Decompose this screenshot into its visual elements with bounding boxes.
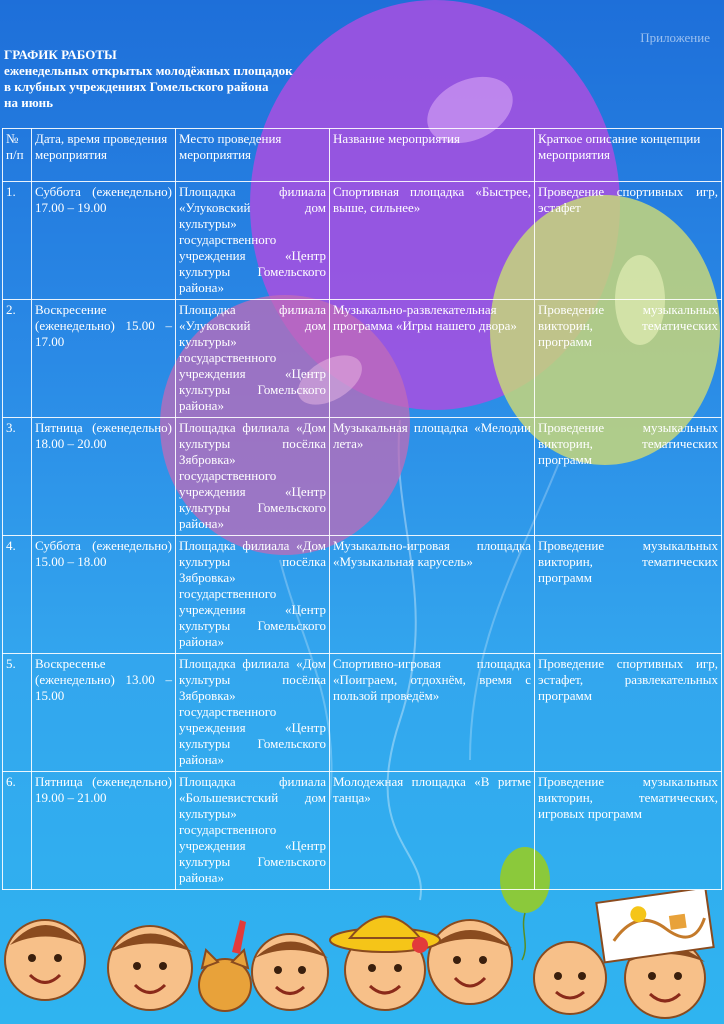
row-place: Площадка филиала «Дом культуры посёлка Зябровка» государственного учреждения «Центр культуры Гомельского района» (176, 654, 330, 772)
row-description: Проведение спортивных игр, эстафет, развлекательных программ (535, 654, 722, 772)
document-subtitle-line-3: на июнь (4, 95, 54, 110)
row-description: Проведение музыкальных викторин, тематических программ (535, 300, 722, 418)
column-header-name: Название мероприятия (330, 129, 535, 182)
row-description: Проведение спортивных игр, эстафет (535, 182, 722, 300)
table-row (3, 772, 722, 890)
table-row (3, 418, 722, 536)
row-number: 6. (3, 772, 32, 890)
document-subtitle-line-1: еженедельных открытых молодёжных площадок (4, 63, 293, 78)
row-date: Пятница (еженедельно) 19.00 – 21.00 (32, 772, 176, 890)
row-number: 5. (3, 654, 32, 772)
row-place: Площадка филиала «Дом культуры посёлка Зябровка» государственного учреждения «Центр культуры Гомельского района» (176, 418, 330, 536)
row-date: Суббота (еженедельно) 17.00 – 19.00 (32, 182, 176, 300)
table-row (3, 536, 722, 654)
column-header-place: Место проведения мероприятия (176, 129, 330, 182)
row-event-name: Спортивно-игровая площадка «Поиграем, отдохнём, время с пользой проведём» (330, 654, 535, 772)
row-date: Воскресенье (еженедельно) 13.00 – 15.00 (32, 654, 176, 772)
row-number: 1. (3, 182, 32, 300)
document-header (4, 47, 293, 111)
row-place: Площадка филиала «Улуковский дом культуры» государственного учреждения «Центр культуры Гомельского района» (176, 182, 330, 300)
document-title: ГРАФИК РАБОТЫ (4, 47, 117, 62)
table-row (3, 182, 722, 300)
row-event-name: Спортивная площадка «Быстрее, выше, сильнее» (330, 182, 535, 300)
table-header-row (3, 129, 722, 182)
column-header-date: Дата, время проведения мероприятия (32, 129, 176, 182)
row-number: 3. (3, 418, 32, 536)
schedule-table (2, 128, 722, 890)
table-row (3, 654, 722, 772)
children-faces-illustration (0, 890, 724, 1024)
row-event-name: Музыкально-развлекательная программа «Игры нашего двора» (330, 300, 535, 418)
row-description: Проведение музыкальных викторин, тематических программ (535, 536, 722, 654)
table-row (3, 300, 722, 418)
row-description: Проведение музыкальных викторин, тематических программ (535, 418, 722, 536)
column-header-number: № п/п (3, 129, 32, 182)
appendix-label: Приложение (640, 30, 710, 45)
column-header-description: Краткое описание концепции мероприятия (535, 129, 722, 182)
row-date: Воскресение (еженедельно) 15.00 – 17.00 (32, 300, 176, 418)
row-place: Площадка филиала «Дом культуры посёлка Зябровка» государственного учреждения «Центр культуры Гомельского района» (176, 536, 330, 654)
row-event-name: Музыкально-игровая площадка «Музыкальная карусель» (330, 536, 535, 654)
row-description: Проведение музыкальных викторин, тематических, игровых программ (535, 772, 722, 890)
row-number: 2. (3, 300, 32, 418)
row-place: Площадка филиала «Улуковский дом культуры» государственного учреждения «Центр культуры Гомельского района» (176, 300, 330, 418)
row-event-name: Молодежная площадка «В ритме танца» (330, 772, 535, 890)
kitten-icon (199, 950, 251, 1011)
row-date: Пятница (еженедельно) 18.00 – 20.00 (32, 418, 176, 536)
row-date: Суббота (еженедельно) 15.00 – 18.00 (32, 536, 176, 654)
row-place: Площадка филиала «Большевистский дом культуры» государственного учреждения «Центр культуры Гомельского района» (176, 772, 330, 890)
row-number: 4. (3, 536, 32, 654)
row-event-name: Музыкальная площадка «Мелодии лета» (330, 418, 535, 536)
document-subtitle-line-2: в клубных учреждениях Гомельского района (4, 79, 269, 94)
